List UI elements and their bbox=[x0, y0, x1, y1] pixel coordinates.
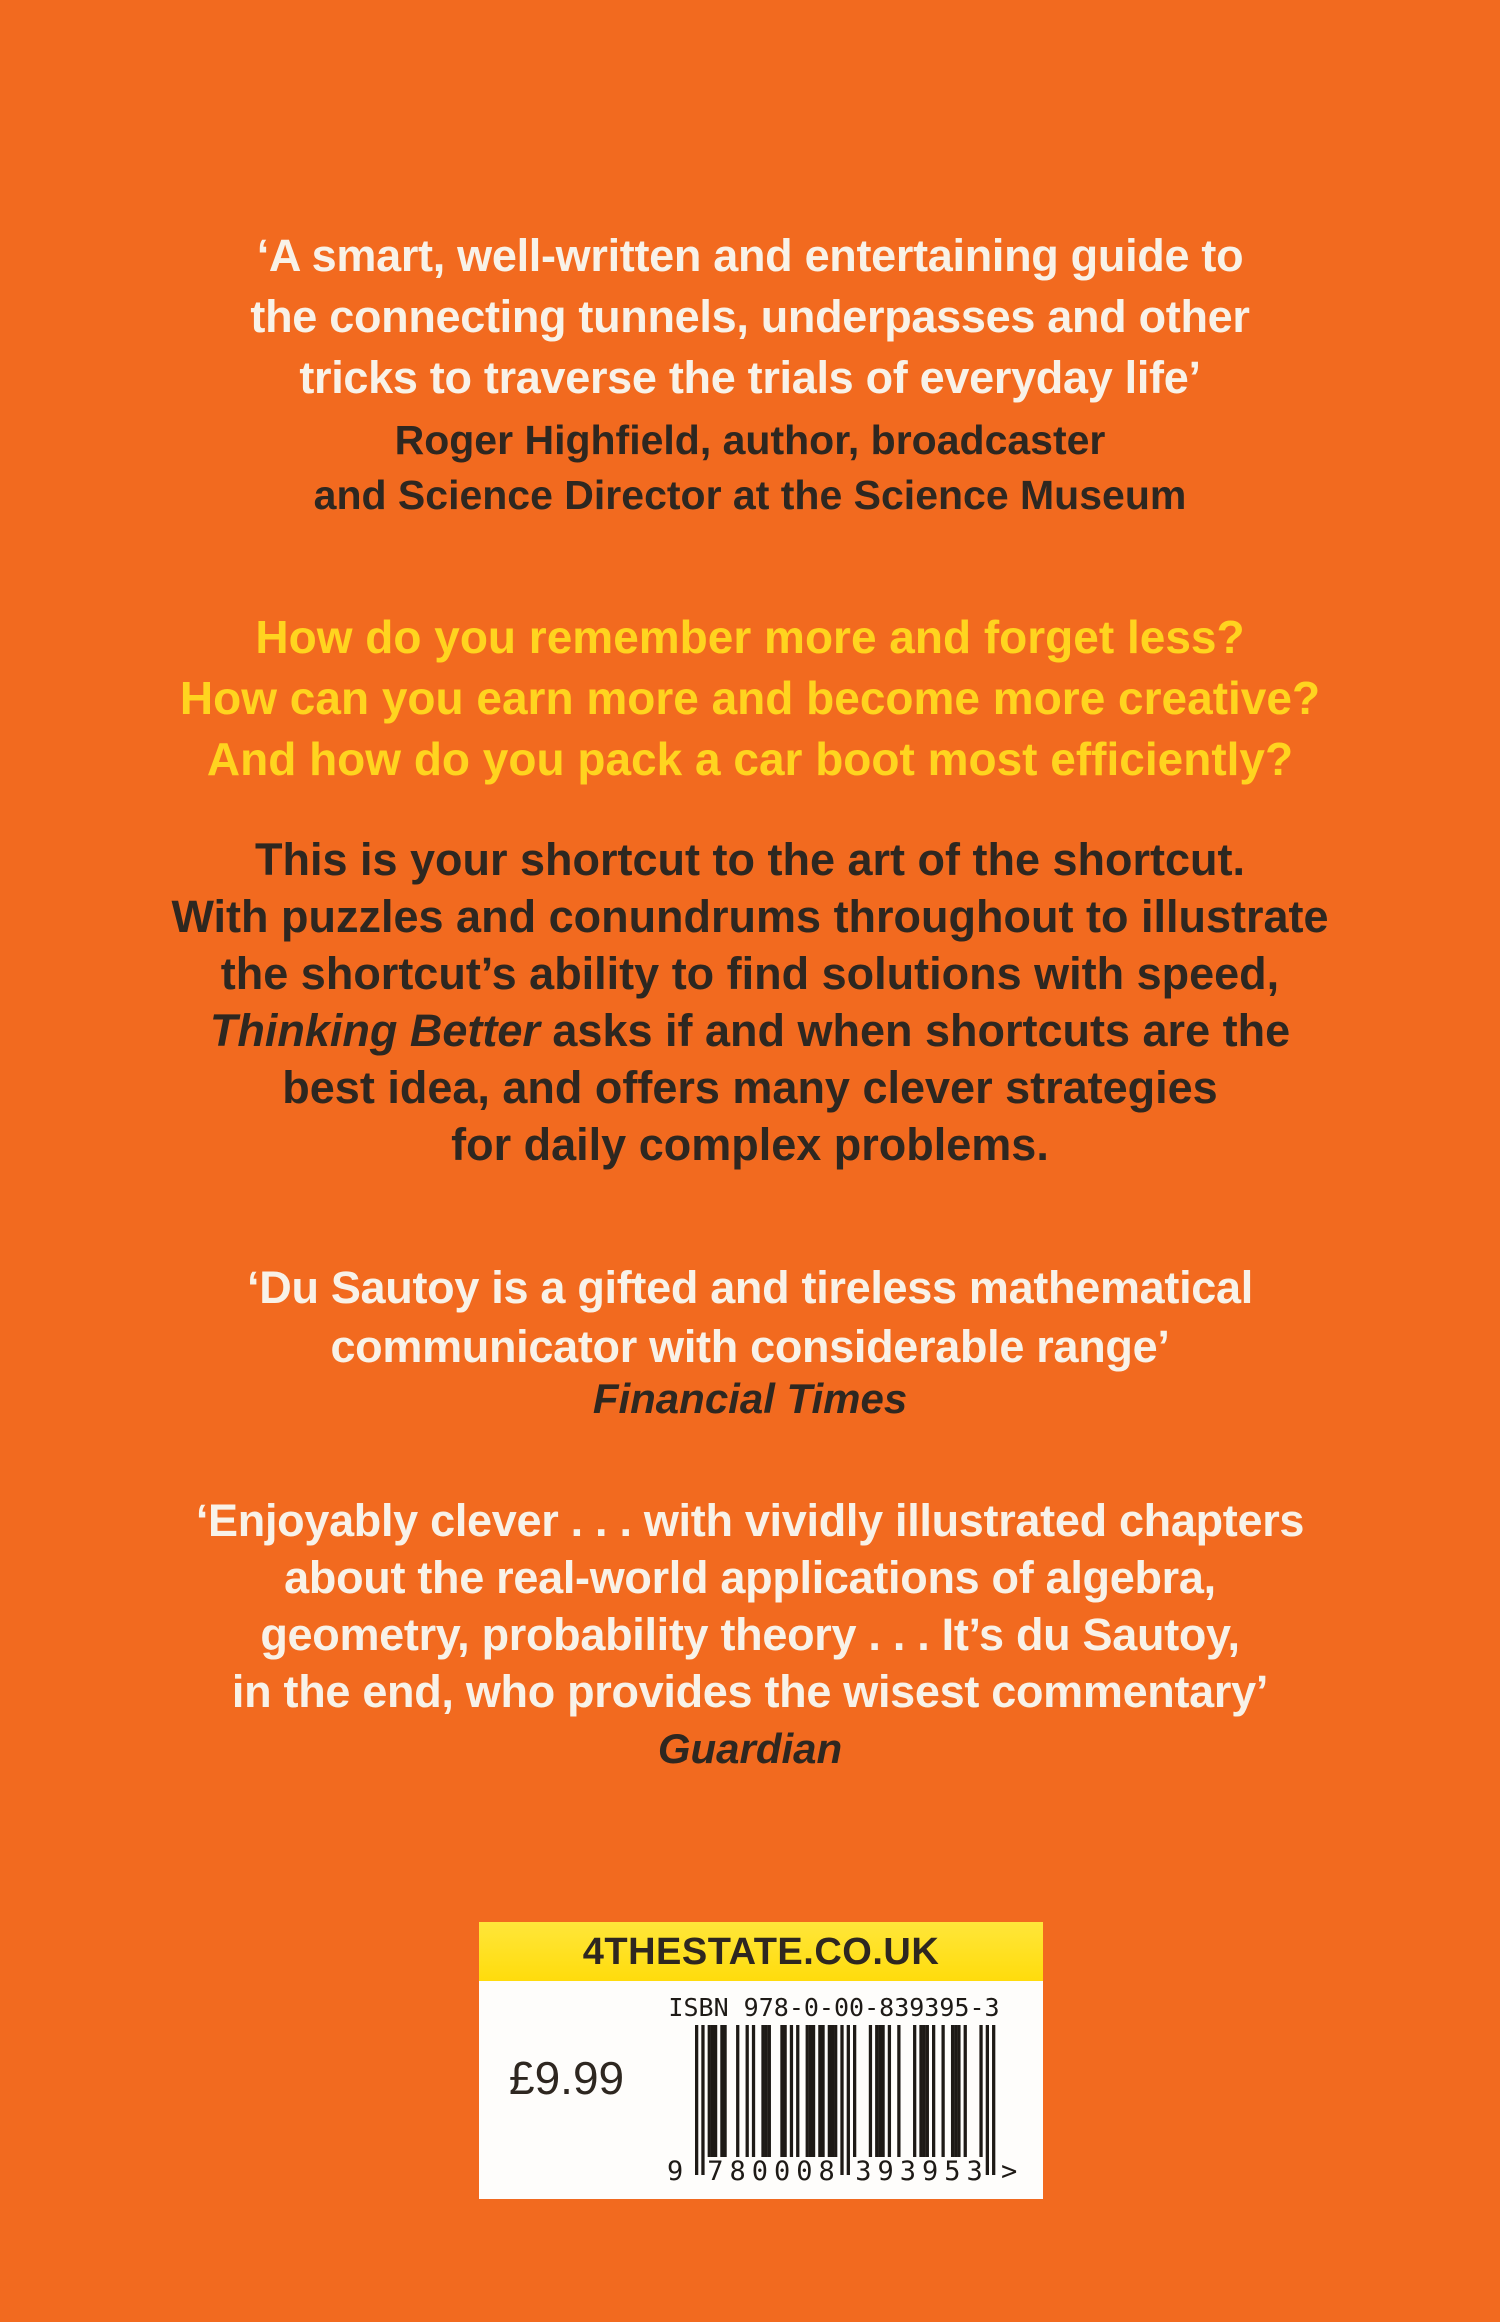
question-line: How do you remember more and forget less? bbox=[255, 611, 1245, 663]
synopsis-line-with-title bbox=[0, 1002, 1500, 1059]
isbn-box bbox=[479, 1981, 1043, 2199]
attribution-line: Roger Highfield, author, broadcaster bbox=[394, 417, 1106, 463]
quote-line: in the end, who provides the wisest commentary’ bbox=[231, 1666, 1269, 1717]
quote-line: ‘A smart, well-written and entertaining guide to bbox=[256, 230, 1244, 281]
barcode-quiet-zone-arrow: > bbox=[1001, 2156, 1018, 2185]
quote-line: about the real-world applications of algebra, bbox=[284, 1552, 1216, 1603]
price-label: £9.99 bbox=[509, 2052, 625, 2104]
barcode-digit-group-2: 393953 bbox=[855, 2156, 989, 2185]
question-line: And how do you pack a car boot most efficiently? bbox=[206, 733, 1294, 785]
quote-line: tricks to traverse the trials of everyday life’ bbox=[299, 352, 1201, 403]
guardian-review-quote bbox=[0, 1492, 1500, 1720]
guardian-attribution: Guardian bbox=[657, 1725, 843, 1772]
synopsis-line: the shortcut’s ability to find solutions with speed, bbox=[220, 948, 1280, 999]
quote-line: geometry, probability theory . . . It’s du Sautoy, bbox=[260, 1609, 1240, 1660]
synopsis-line: This is your shortcut to the art of the shortcut. bbox=[254, 834, 1246, 885]
top-review-quote bbox=[0, 225, 1500, 408]
quote-line: ‘Enjoyably clever . . . with vividly illustrated chapters bbox=[195, 1495, 1305, 1546]
question-line: How can you earn more and become more creative? bbox=[179, 672, 1321, 724]
barcode bbox=[660, 2025, 1032, 2185]
barcode-bars bbox=[695, 2025, 995, 2175]
quote-line: communicator with considerable range’ bbox=[330, 1321, 1170, 1372]
isbn-label: ISBN 978-0-00-839395-3 bbox=[668, 1993, 1000, 2022]
attribution-line: and Science Director at the Science Museum bbox=[313, 472, 1187, 518]
publisher-website-banner: 4THESTATE.CO.UK bbox=[479, 1922, 1043, 1981]
synopsis-line: With puzzles and conundrums throughout to illustrate bbox=[171, 891, 1329, 942]
quote-line: the connecting tunnels, underpasses and other bbox=[250, 291, 1250, 342]
quote-line: ‘Du Sautoy is a gifted and tireless mathematical bbox=[247, 1262, 1253, 1313]
top-quote-attribution bbox=[0, 413, 1500, 523]
ft-attribution: Financial Times bbox=[592, 1375, 908, 1422]
synopsis-line: best idea, and offers many clever strategies bbox=[282, 1062, 1218, 1113]
synopsis-line-rest: asks if and when shortcuts are the bbox=[539, 1005, 1291, 1056]
synopsis-line: for daily complex problems. bbox=[451, 1119, 1049, 1170]
synopsis-block bbox=[0, 831, 1500, 1173]
book-title-italic: Thinking Better bbox=[209, 1005, 540, 1056]
barcode-left-digit: 9 bbox=[667, 2156, 684, 2185]
barcode-digit-group-1: 780008 bbox=[707, 2156, 841, 2185]
questions-block bbox=[0, 607, 1500, 790]
ft-review-quote bbox=[0, 1258, 1500, 1376]
